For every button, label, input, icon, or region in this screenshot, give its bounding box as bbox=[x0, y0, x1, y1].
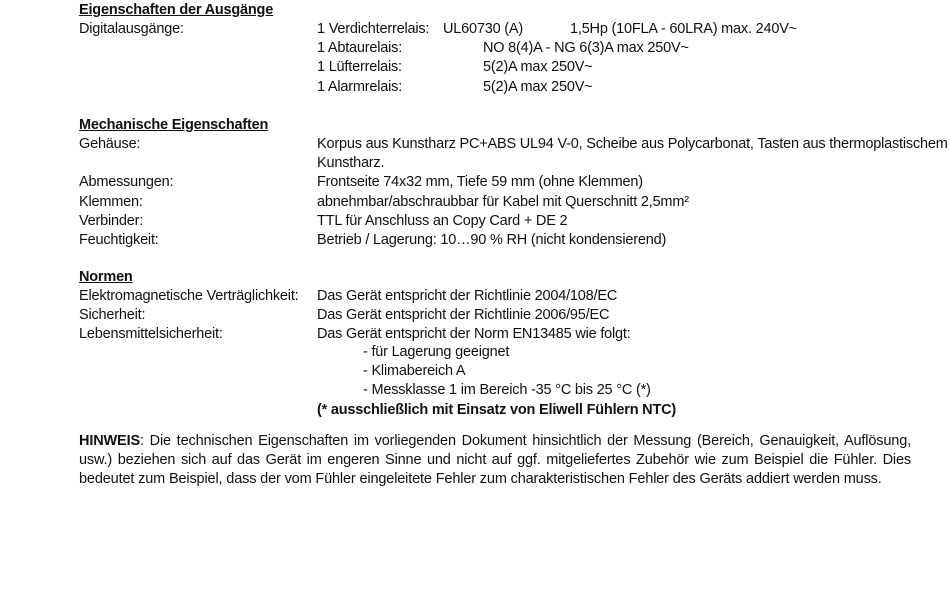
section-title-outputs: Eigenschaften der Ausgänge bbox=[79, 2, 274, 18]
output-rating: 5(2)A max 250V~ bbox=[483, 79, 593, 95]
row-label: Gehäuse: bbox=[79, 136, 141, 152]
row-label: Lebensmittelsicherheit: bbox=[79, 326, 223, 342]
section-title-mechanical: Mechanische Eigenschaften bbox=[79, 117, 269, 133]
row-value: Das Gerät entspricht der Richtlinie 2004/108/EC bbox=[317, 288, 618, 304]
output-rating: NO 8(4)A - NG 6(3)A max 250V~ bbox=[483, 40, 689, 56]
output-standard: UL60730 (A) bbox=[443, 21, 524, 37]
row-label: Abmessungen: bbox=[79, 174, 174, 190]
output-rating: 1,5Hp (10FLA - 60LRA) max. 240V~ bbox=[570, 21, 797, 37]
output-name: 1 Abtaurelais: bbox=[317, 40, 403, 56]
row-value: Das Gerät entspricht der Richtlinie 2006/95/EC bbox=[317, 307, 610, 323]
row-value: TTL für Anschluss an Copy Card + DE 2 bbox=[317, 213, 568, 229]
digital-outputs-label: Digitalausgänge: bbox=[79, 21, 184, 37]
norm-footnote: (* ausschließlich mit Einsatz von Eliwell Fühlern NTC) bbox=[317, 402, 677, 418]
row-value: Das Gerät entspricht der Norm EN13485 wie folgt: bbox=[317, 326, 631, 342]
row-label: Klemmen: bbox=[79, 194, 143, 210]
output-rating: 5(2)A max 250V~ bbox=[483, 59, 593, 75]
norm-sub-item: - für Lagerung geeignet bbox=[363, 344, 510, 360]
row-label: Feuchtigkeit: bbox=[79, 232, 159, 248]
section-title-norms: Normen bbox=[79, 269, 133, 285]
row-label: Elektromagnetische Verträglichkeit: bbox=[79, 288, 299, 304]
output-name: 1 Alarmrelais: bbox=[317, 79, 403, 95]
norm-sub-item: - Messklasse 1 im Bereich -35 °C bis 25 °C (*) bbox=[363, 382, 651, 398]
row-label: Verbinder: bbox=[79, 213, 144, 229]
note-text: : Die technischen Eigenschaften im vorliegenden Dokument hinsichtlich der Messung (Bereich, Genauigkeit, Auflösung, usw.) beziehen sich auf das Gerät im engeren Sinne und nicht auf ggf. mitgeliefertes Zubehör wie zum Beispiel die Fühler. Dies bedeutet zum Beispiel, dass der vom Fühler eingeleitete Fehler zum charakteristischen Fehler des Geräts addiert werden muss. bbox=[79, 433, 911, 487]
row-value: Korpus aus Kunstharz PC+ABS UL94 V-0, Scheibe aus Polycarbonat, Tasten aus thermoplastischem bbox=[317, 136, 948, 152]
row-label: Sicherheit: bbox=[79, 307, 146, 323]
row-value: abnehmbar/abschraubbar für Kabel mit Querschnitt 2,5mm² bbox=[317, 194, 689, 210]
row-value: Kunstharz. bbox=[317, 155, 385, 171]
note-paragraph bbox=[79, 432, 911, 489]
row-value: Frontseite 74x32 mm, Tiefe 59 mm (ohne Klemmen) bbox=[317, 174, 643, 190]
norm-sub-item: - Klimabereich A bbox=[363, 363, 466, 379]
output-name: 1 Lüfterrelais: bbox=[317, 59, 402, 75]
row-value: Betrieb / Lagerung: 10…90 % RH (nicht kondensierend) bbox=[317, 232, 667, 248]
note-label: HINWEIS bbox=[79, 433, 140, 449]
output-name: 1 Verdichterrelais: bbox=[317, 21, 430, 37]
